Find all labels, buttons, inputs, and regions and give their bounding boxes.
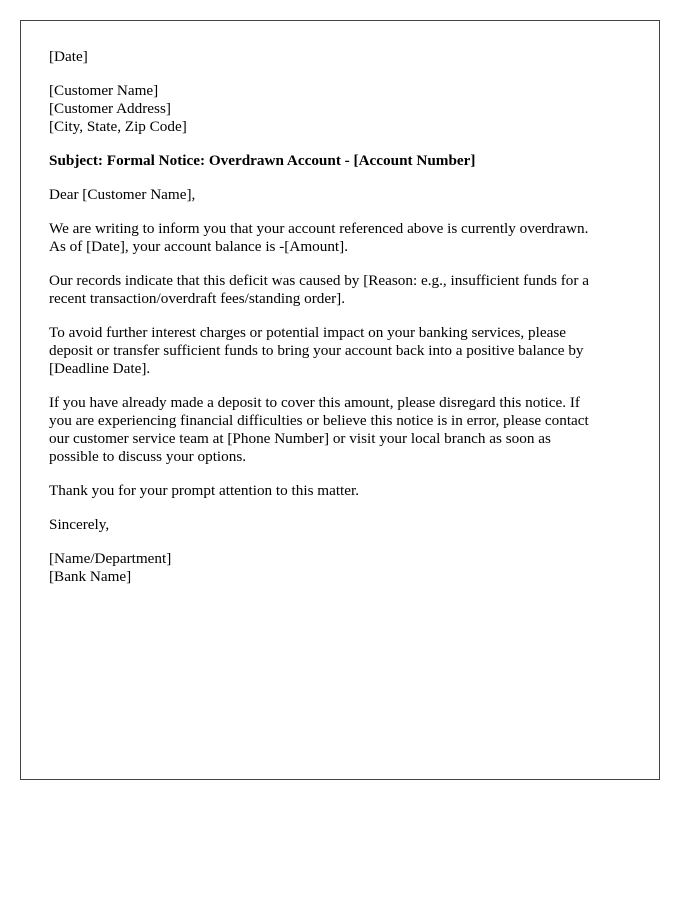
paragraph-line: deposit or transfer sufficient funds to bring your account back into a positive balance by <box>49 342 584 359</box>
paragraph-line: you are experiencing financial difficulties or believe this notice is in error, please contact <box>49 412 589 429</box>
paragraph-deficit-reason <box>49 272 631 308</box>
recipient-name: [Customer Name] <box>49 82 159 99</box>
paragraph-line: [Deadline Date]. <box>49 360 151 377</box>
paragraph-line: To avoid further interest charges or potential impact on your banking services, please <box>49 324 566 341</box>
recipient-city-state-zip: [City, State, Zip Code] <box>49 118 187 135</box>
subject-line <box>49 152 631 170</box>
recipient-address: [Customer Address] <box>49 100 171 117</box>
paragraph-thank-you <box>49 482 631 500</box>
letter-page <box>20 20 660 780</box>
salutation-text: Dear [Customer Name], <box>49 186 196 203</box>
letter-date <box>49 48 631 66</box>
paragraph-line: our customer service team at [Phone Number] or visit your local branch as soon as <box>49 430 551 447</box>
signature-name-department: [Name/Department] <box>49 550 172 567</box>
subject-text: Subject: Formal Notice: Overdrawn Account - [Account Number] <box>49 152 476 169</box>
closing-text: Sincerely, <box>49 516 110 533</box>
paragraph-deadline-request <box>49 324 631 378</box>
paragraph-line: Our records indicate that this deficit was caused by [Reason: e.g., insufficient funds for a <box>49 272 589 289</box>
paragraph-line: We are writing to inform you that your account referenced above is currently overdrawn. <box>49 220 589 237</box>
paragraph-line: possible to discuss your options. <box>49 448 247 465</box>
paragraph-line: Thank you for your prompt attention to this matter. <box>49 482 360 499</box>
paragraph-line: If you have already made a deposit to cover this amount, please disregard this notice. If <box>49 394 580 411</box>
signature-block <box>49 550 631 586</box>
paragraph-contact-info <box>49 394 631 466</box>
recipient-address-block <box>49 82 631 136</box>
paragraph-overdrawn-notice <box>49 220 631 256</box>
date-text: [Date] <box>49 48 88 65</box>
paragraph-line: recent transaction/overdraft fees/standing order]. <box>49 290 346 307</box>
closing <box>49 516 631 534</box>
salutation <box>49 186 631 204</box>
paragraph-line: As of [Date], your account balance is -[Amount]. <box>49 238 349 255</box>
signature-bank-name: [Bank Name] <box>49 568 132 585</box>
